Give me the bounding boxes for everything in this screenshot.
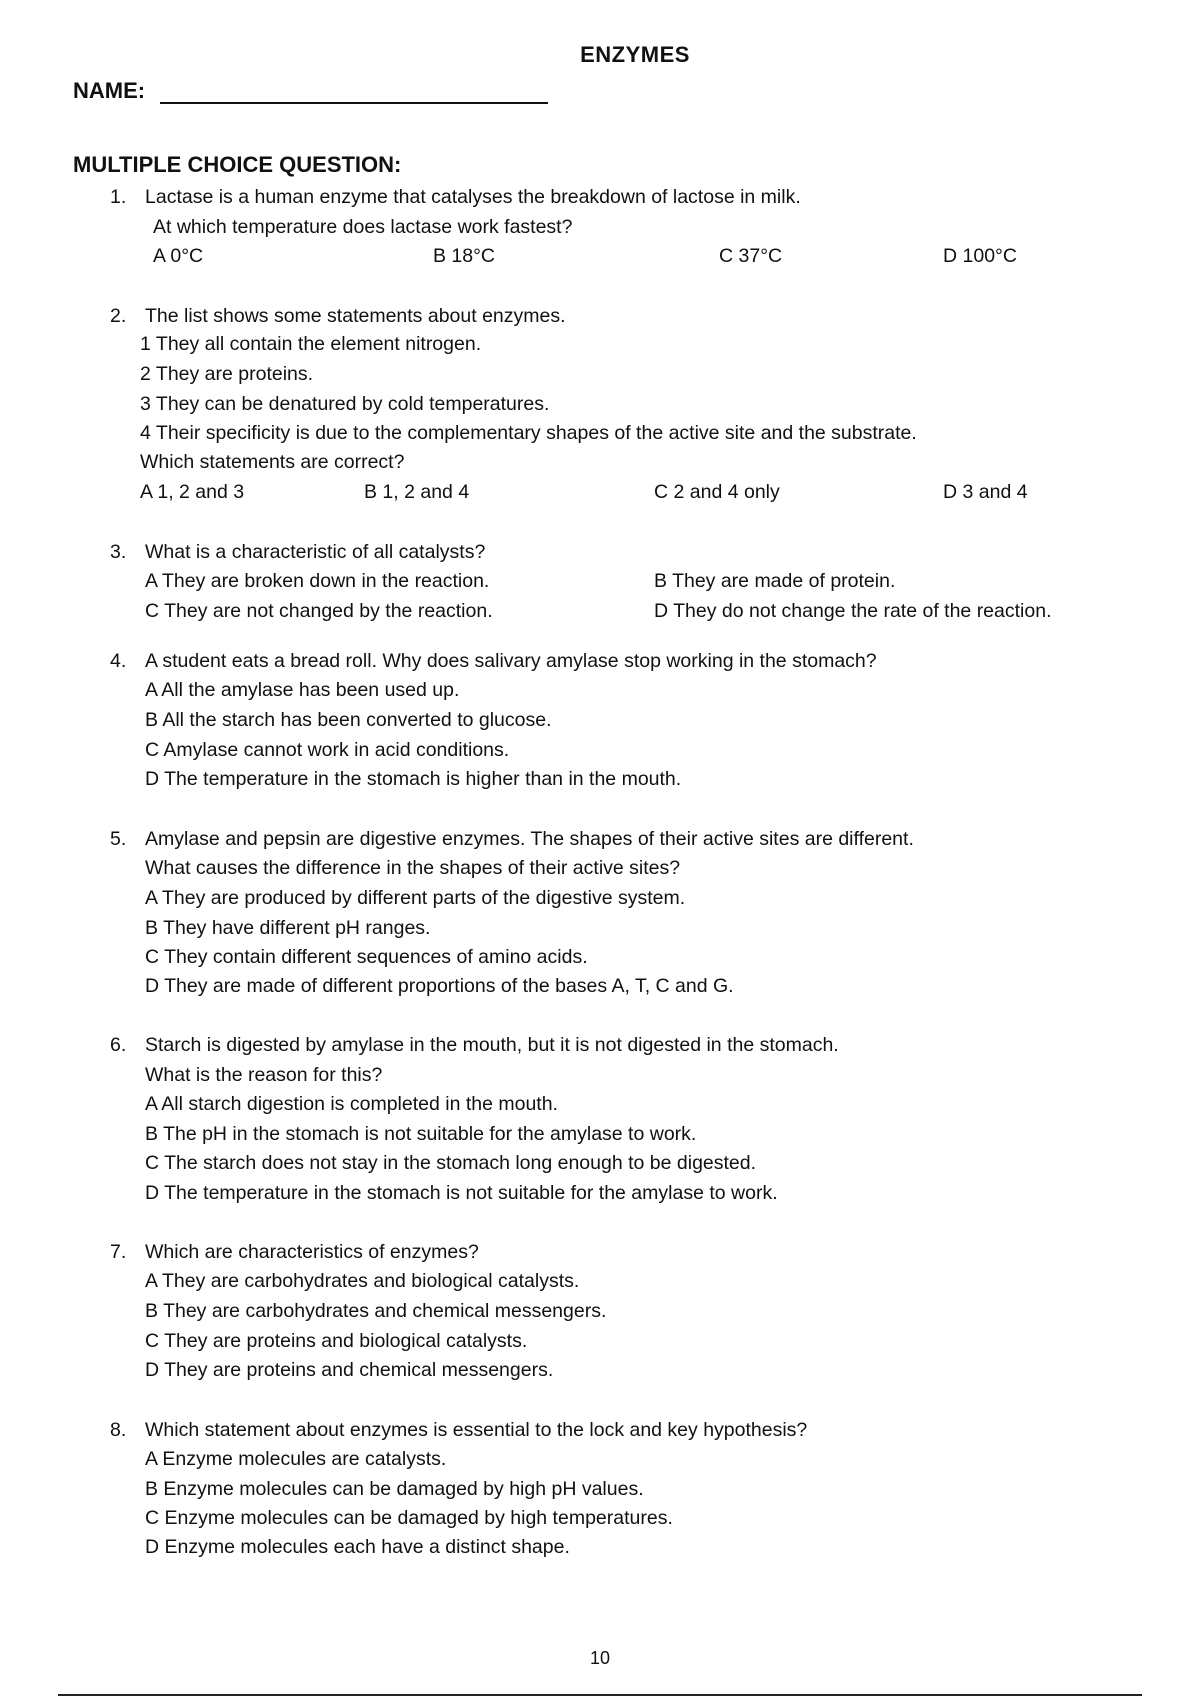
page-number: 10 <box>589 1648 611 1668</box>
question-number: 7. <box>110 1241 127 1263</box>
question-stem: Which statements are correct? <box>140 451 405 473</box>
option-b: B They have different pH ranges. <box>145 917 431 939</box>
option-d: D The temperature in the stomach is higher than in the mouth. <box>145 768 682 790</box>
question-stem: At which temperature does lactase work fastest? <box>153 216 573 238</box>
option-a: A They are broken down in the reaction. <box>145 570 490 592</box>
footer-rule <box>58 1694 1142 1696</box>
option-b: B They are carbohydrates and chemical messengers. <box>145 1300 607 1322</box>
option-a: A 1, 2 and 3 <box>140 481 245 503</box>
question-stem: Which are characteristics of enzymes? <box>145 1241 479 1263</box>
question-stem: The list shows some statements about enzymes. <box>145 305 566 327</box>
question-stem: What is the reason for this? <box>145 1064 383 1086</box>
question-stem: Lactase is a human enzyme that catalyses the breakdown of lactose in milk. <box>145 186 801 208</box>
option-d: D Enzyme molecules each have a distinct shape. <box>145 1536 570 1558</box>
option-d: D 3 and 4 <box>943 481 1028 503</box>
question-number: 5. <box>110 828 127 850</box>
option-c: C They are proteins and biological catalysts. <box>145 1330 528 1352</box>
option-c: C They are not changed by the reaction. <box>145 600 493 622</box>
option-c: C Amylase cannot work in acid conditions. <box>145 739 510 761</box>
option-b: B Enzyme molecules can be damaged by high pH values. <box>145 1478 644 1500</box>
option-a: A Enzyme molecules are catalysts. <box>145 1448 447 1470</box>
option-a: A They are carbohydrates and biological catalysts. <box>145 1270 580 1292</box>
option-b: B 18°C <box>433 245 495 267</box>
option-d: D The temperature in the stomach is not suitable for the amylase to work. <box>145 1182 778 1204</box>
page-title: ENZYMES <box>580 42 690 67</box>
statement: 1 They all contain the element nitrogen. <box>140 333 482 355</box>
option-c: C They contain different sequences of amino acids. <box>145 946 588 968</box>
option-a: A All the amylase has been used up. <box>145 679 460 701</box>
section-heading: MULTIPLE CHOICE QUESTION: <box>73 152 402 177</box>
question-number: 4. <box>110 650 127 672</box>
option-c: C 37°C <box>719 245 783 267</box>
option-c: C The starch does not stay in the stomach long enough to be digested. <box>145 1152 757 1174</box>
option-d: D 100°C <box>943 245 1017 267</box>
question-stem: Starch is digested by amylase in the mouth, but it is not digested in the stomach. <box>145 1034 839 1056</box>
question-number: 2. <box>110 305 127 327</box>
question-stem: What is a characteristic of all catalysts? <box>145 541 486 563</box>
question-stem: Which statement about enzymes is essential to the lock and key hypothesis? <box>145 1419 808 1441</box>
name-blank-line[interactable] <box>160 102 548 104</box>
question-number: 6. <box>110 1034 127 1056</box>
statement: 2 They are proteins. <box>140 363 314 385</box>
question-number: 8. <box>110 1419 127 1441</box>
option-b: B All the starch has been converted to glucose. <box>145 709 552 731</box>
question-number: 3. <box>110 541 127 563</box>
option-a: A They are produced by different parts of the digestive system. <box>145 887 686 909</box>
statement: 4 Their specificity is due to the complementary shapes of the active site and the substrate. <box>140 422 917 444</box>
option-a: A All starch digestion is completed in the mouth. <box>145 1093 558 1115</box>
option-a: A 0°C <box>153 245 204 267</box>
option-c: C Enzyme molecules can be damaged by high temperatures. <box>145 1507 673 1529</box>
option-d: D They do not change the rate of the reaction. <box>654 600 1052 622</box>
question-stem: What causes the difference in the shapes of their active sites? <box>145 857 681 879</box>
option-d: D They are proteins and chemical messengers. <box>145 1359 554 1381</box>
option-c: C 2 and 4 only <box>654 481 780 503</box>
option-b: B 1, 2 and 4 <box>364 481 470 503</box>
question-stem: A student eats a bread roll. Why does salivary amylase stop working in the stomach? <box>145 650 877 672</box>
statement: 3 They can be denatured by cold temperatures. <box>140 393 550 415</box>
option-d: D They are made of different proportions of the bases A, T, C and G. <box>145 975 734 997</box>
name-label: NAME: <box>73 78 146 103</box>
option-b: B They are made of protein. <box>654 570 896 592</box>
question-number: 1. <box>110 186 127 208</box>
option-b: B The pH in the stomach is not suitable for the amylase to work. <box>145 1123 697 1145</box>
question-stem: Amylase and pepsin are digestive enzymes. The shapes of their active sites are different. <box>145 828 914 850</box>
